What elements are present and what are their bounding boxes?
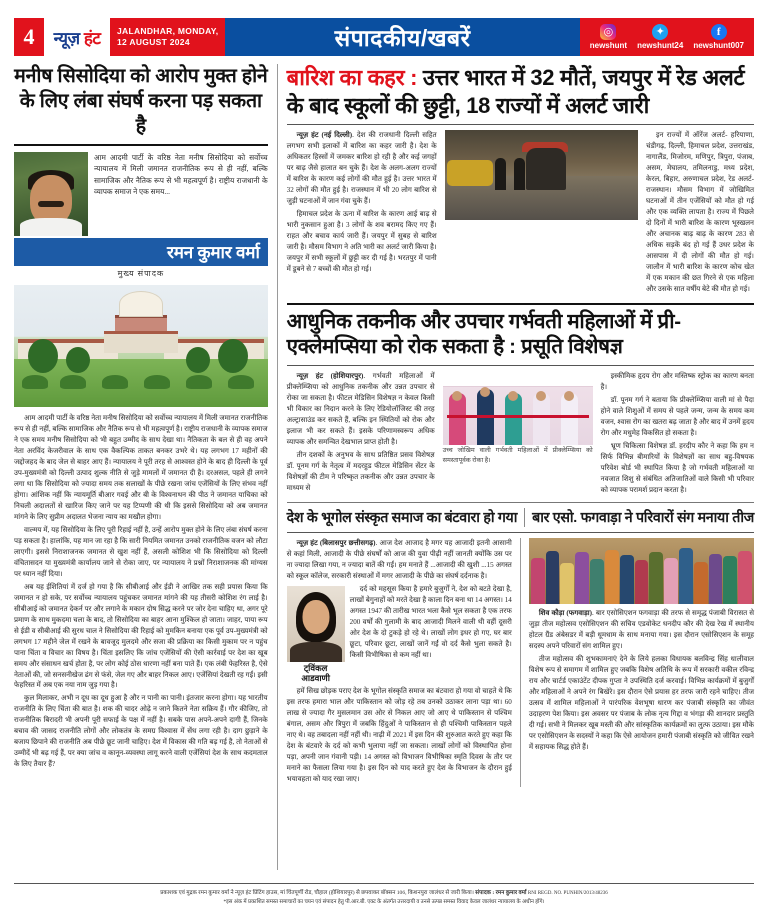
editorial-teaser: आम आदमी पार्टी के वरिष्ठ नेता मनीष सिसोदिया को सर्वोच्च न्यायालय में मिली जमानत राजनीतिक रूप से ही नहीं, बल्कि सामाजिक और नैतिक रूप से भी महत्वपूर्ण है। राष्ट्रीय राजधानी के व्यापक समाज ने एक समय... bbox=[94, 152, 268, 197]
health-story-paragraph bbox=[287, 371, 435, 448]
dateline-block bbox=[110, 18, 225, 56]
editorial-paragraph: कुल मिलाकर, अभी न दूध का दूध हुआ है और न पानी का पानी। इंतजार करना होगा। यह भारतीय राजनीति के लिए चिंता की बात है। शक की चादर ओढ़े न जाने कितने नेता सक्रिय हैं। गौर कीजिए, तो राजनीतिक बिरादरी भी अपनी पूरी सफाई के पक्ष में नहीं है। सबके पास अपने-अपने दागी हैं, जिनके बचाव की जासद राजनीति लोगों और लोकतंत्र के समग्र विश्वास में सेंध लगा रही है। दाग छुड़ाने के बजाय छिपाने की राजनीति अब पीछे छूट जानी चाहिए। देश में विकास की गति बढ़ गई है, तो नेताओं से उम्मीदें भी बढ़ गई हैं, पर क्या जांच व कानून-व्यवस्था लागू करने वाली एजेंसियां देश के साथ कदमताल के लिए तैयार हैं? bbox=[14, 694, 268, 769]
health-story-paragraph: डॉ. पूनम गर्ग ने बताया कि प्रीक्लेम्प्सिया वाली मां से पैदा होने वाले शिशुओं में समय से पहले जन्म, जन्म के समय कम वजन, श्वास रोग का खतरा बढ़ जाता है और बाद में उनमें हृदय रोग और मधुमेह विकसित हो सकता है। bbox=[600, 395, 754, 437]
rain-story-headline[interactable] bbox=[287, 64, 754, 119]
columnist-lastname: आडवाणी bbox=[301, 673, 330, 684]
health-story-text: . गर्भवती महिलाओं में प्रीक्लेम्प्सिया को आधुनिक तकनीक और उन्नत उपचार से रोका जा सकता है। फीटल मेडिसिन विशेषज्ञ न केवल किसी भी विकार का निदान करने के लिए रेडियोलॉजिस्ट की तरह अल्ट्रासाउंड कर सकते हैं, बल्कि इन स्थितियों को रोक और इलाज भी कर सकते हैं। इसके परिणामस्वरूप अधिक व्यापक और समन्वित देखभाल प्राप्त होती है। bbox=[286, 372, 435, 446]
page-content bbox=[14, 64, 754, 870]
social-facebook[interactable] bbox=[693, 24, 744, 50]
medical-photo-caption: उच्च जोखिम वाली गर्भवती महिलाओं में प्रीक्लेम्प्सिया को समस्तापूर्वक रोका है। bbox=[442, 447, 593, 464]
columnist-firstname: ट्विंकल bbox=[303, 662, 328, 673]
editorial-headline[interactable]: मनीष सिसोदिया को आरोप मुक्त होने के लिए लंबा संघर्ष करना पड़ सकता है bbox=[14, 65, 268, 137]
bottom-right-paragraph bbox=[529, 608, 754, 652]
social-twitter[interactable] bbox=[637, 24, 683, 50]
divider bbox=[287, 365, 754, 366]
bottom-stories bbox=[287, 538, 754, 787]
page-footer bbox=[14, 883, 754, 907]
divider bbox=[14, 144, 268, 146]
editor-portrait-photo bbox=[14, 152, 88, 236]
twitter-handle: newshunt24 bbox=[637, 41, 684, 50]
logo-text-primary: न्यूज़ bbox=[53, 28, 80, 48]
rain-story-text: . देश की राजधानी दिल्ली सहित लगभग सभी इलाकों में बारिश का कहर जारी है। देश के अधिकतर हिस्सों में जमकर बारिश हो रही है और कई जगहों पर बाढ़ जैसे हालात बन चुके हैं। देश के अलग-अलग राज्यों में बारिश के कारण कई लोगों की मौत हुई है। उत्तर भारत में 32 लोगों की मौत हुई है। राजस्थान में भी 20 लोग बारिश से जुड़ी घटनाओं में जान गंवा चुके हैं। bbox=[286, 131, 437, 205]
rain-story-paragraph: इन राज्यों में ऑरेंज अलर्ट- हरियाणा, चंडीगढ़, दिल्ली, हिमाचल प्रदेश, उत्तराखंड, नागालैंड, मिजोरम, मणिपुर, त्रिपुरा, पंजाब, असम, मेघालय, तमिलनाडु, मध्य प्रदेश, केरल, बिहार, अरुणाचल प्रदेश, रेड अलर्ट- राजस्थान। मौसम विभाग में जोखिमित घटनाओं में तीन एजेंसियों को मौत हो गई और एक व्यक्ति लापता है। राज्य में पिछले दो दिनों में भारी बारिश के कारण भूस्खलन और अचानक बाढ़ बाढ़ के कारण 283 से अधिक सड़कें बंद हो गई हैं उधर प्रदेश के आसपास में दी लोगों की मौत हो गई। जालौन में भारी बारिश के कारण कोच खेत में एक मकान की छत गिरने से एक महिला और उसके सात वर्षीय बेटे की मौत हो गई। bbox=[646, 131, 754, 293]
dateline-city-day: JALANDHAR, MONDAY, bbox=[117, 25, 219, 36]
bottom-right-story bbox=[520, 538, 754, 787]
footer-publisher-text: प्रकाशक एवं मुद्रक रमन कुमार वर्मा ने न्यूज़ हंट प्रिंटिंग हाउस, मां चिंतपूर्णी रोड, चौहाल (होशियारपुर) से छपवाकर बॉक्सन 106, किशनपुरा जालंधर से जारी किया। bbox=[160, 890, 474, 897]
rain-story-body bbox=[287, 130, 754, 297]
divider bbox=[287, 502, 754, 503]
footer-imprint bbox=[14, 889, 754, 898]
rain-story-kicker: बारिश का कहर : bbox=[286, 65, 418, 90]
health-story-dateline: न्यूज़ हंट (होशियारपुर) bbox=[296, 372, 364, 381]
twitter-icon: ✦ bbox=[652, 24, 668, 40]
instagram-handle: newshunt bbox=[589, 41, 628, 50]
editor-role: मुख्य संपादक bbox=[117, 268, 165, 278]
columnist-portrait-photo bbox=[287, 586, 345, 662]
editorial-paragraph: अब यह ईशितियां में दर्ज हो गया है कि सीबीआई और ईडी ने आखिर तक सही प्रयास किया कि जमानत न हो सके, पर सर्वोच्च न्यायालय पहुंचकर जमानत मांगने की यह तीसरी कोशिश रंग लाई है। सीबीआई को जमानत देकर्न पर और लगाने के मकान दोष सिद्ध करने पर जोर देना चाहिए था, अगर पूरे प्रमाण के साथ मुकदमा चला के बाद, तो सिसोदिया का बाहर आना मुश्किल हो जाता। जाहर, पाया रूप से ईडी व सीबीआई की सुरध चाल ने सिसोदिया की रिहाई को मुमकिन बनाया एक पूर्व उप-मुख्यमंत्री को लगभग 17 महीने जेल में रखने के बावजूद मुलदमे और सजा की प्रक्रिया का किसी मुकाम पर न पहुंच पाना चिंता व विचार का विषय है। चिंता इसलिए कि जांच एजेंसियों की ऐसी कार्रवाई पर देश का खूब समय और संसाधन खर्च होता है, पर लोग कोई ठोस धारणा नहीं बना पाते हैं। एक लंबी फेहरिस्त है, ऐसे नेताओं की, जो सनसनीखेज ढंग से फंसे, जेल गए और बाहर निकल आए। एजेंसियां देखती रह गईं। इसी फेहरिस्त में अब एक नया नाम जुड़ गया है। bbox=[14, 582, 268, 690]
divider bbox=[287, 124, 754, 125]
bottom-left-story bbox=[287, 538, 520, 787]
social-instagram[interactable] bbox=[590, 24, 627, 50]
news-column bbox=[277, 64, 754, 870]
newshunt-logo[interactable] bbox=[44, 18, 110, 56]
health-story-headline[interactable]: आधुनिक तकनीक और उपचार गर्भवती महिलाओं में प्री-एक्लेमप्सिया को रोक सकता है : प्रसूति विशेषज्ञ bbox=[286, 309, 681, 359]
masthead bbox=[14, 18, 754, 56]
logo-text-secondary: हंट bbox=[83, 28, 101, 48]
bottom-right-dateline: शिव कौड़ा (फगवाड़ा) bbox=[538, 608, 593, 617]
medical-event-photo bbox=[443, 371, 593, 445]
social-links bbox=[580, 18, 754, 56]
rain-story-dateline: न्यूज़ हंट (नई दिल्ली) bbox=[296, 131, 353, 139]
page-number: 4 bbox=[14, 18, 44, 56]
flood-scene-photo bbox=[445, 130, 638, 220]
bottom-left-text: . आज देश आजाद है मगर यह आजादी इतनी आसानी से कहां मिली, आजादी के पीछे संघर्षों को आज की युवा पीढ़ी नहीं जानती क्योंकि उस पर ना ज्यादा लिखा गया, न ज्यादा बातें की गईं। हम मनाते हैं ...आजादी की खुशी ...15 अगस्त को स्कूल कॉलेज, सरकारी संस्थाओं में मगर आजादी के पीछे का संघर्ष दर्दनाक है। bbox=[286, 538, 512, 580]
facebook-handle: newshunt007 bbox=[693, 41, 744, 50]
health-story-paragraph: इस्कीमिक हृदय रोग और मस्तिष्क स्ट्रोक का कारण बनता है। bbox=[600, 372, 754, 391]
editorial-column bbox=[14, 64, 277, 870]
rain-story-paragraph bbox=[287, 130, 437, 207]
divider bbox=[287, 532, 754, 533]
tij-celebration-group-photo bbox=[529, 538, 754, 604]
section-title: संपादकीय/खबरें bbox=[225, 18, 579, 56]
editor-name: रमन कुमार वर्मा bbox=[14, 238, 268, 266]
rain-story-paragraph: हिमाचल प्रदेश के ऊना में बारिश के कारण आई बाढ़ से भारी नुकसान हुआ है। 3 लोगों के शव बरामद किए गए हैं। राहत और बचाव कार्य जारी हैं। जयपुर में सुबह से बारिश जारी है। मौसम विभाग ने अति भारी का अलर्ट जारी किया है। जयपुर में सभी स्कूलों में छुट्टी कर दी गई है। भरतपुर में पानी में डूबने से 7 बच्चों की मौत हो गई। bbox=[286, 209, 437, 273]
divider bbox=[287, 303, 754, 305]
bottom-left-paragraph: हमें सिख छोड़क पराए देश के भूगोल संस्कृति समाज का बंटवारा हो गया वो चाहते थे कि इस तरफ हमारा भाल और पाकिस्तान को जोड़ रहे तब उनको उठाकर लाना पड़ा था। 60 लाख से ज्यादा गैर मुसलमान उस ओर से निकल आए जो आए थे पाकिस्तान से पश्चिम बंगाल, असम और त्रिपुरा में जबकि हिंदुओं ने पाकिस्तान से ही पश्चिमी पाकिस्तान पहले नाए थे। वह तबादला नहीं नहीं थी। नाढ़ी में 2021 में इस दिन की शुरुआत करते हुए कहा कि देश के बंटवारे के दर्द को कभी भुलाया नहीं जा सकता। लाखों लोगों को विस्थापित होना पड़ा, अपनी जान गंवानी पड़ी। 14 अगस्त को विभाजन विभीषिका स्मृति दिवस के तौर पर मनाने का फैसला लिया गया है। इस दिन को याद करते हुए देश के विभाजन के दौरान हुई भयावहता को याद रखा जाए। bbox=[286, 686, 512, 783]
health-story-body bbox=[287, 371, 754, 498]
bottom-headlines-row bbox=[287, 508, 754, 527]
health-story-paragraph: भ्रूण चिकित्सा विशेषज्ञ डॉ. हरदीप कौर ने कहा कि हम न सिर्फ विभिन्न बीमारियों के विशेषज्ञों का साथ बहु-विषयक परिवेश बोर्ड भी स्थापित किया है जो गर्भवती महिलाओं या नवजात शिशु से संबंधित अतिजातिओं वाले किसी भी परिवार को व्यापक परामर्श प्रदान करता है। bbox=[600, 441, 754, 494]
footer-disclaimer: *इस अंक में प्रकाशित समस्त समाचारों का चयन एवं संपादन हेतु पी.आर.बी. एक्ट के अंतर्गत उत्तरदायी व उनसे उत्पन्न समस्त विवाद केवल जालंधर न्यायालय के अधीन होंगे। bbox=[223, 899, 545, 906]
bottom-left-dateline: न्यूज़ हंट (बिलासपुर छत्तीसगढ़) bbox=[296, 538, 376, 547]
columnist-name bbox=[287, 663, 345, 684]
bottom-right-headline[interactable]: बार एसो. फगवाड़ा ने परिवारों संग मनाया तीज bbox=[532, 509, 754, 526]
bottom-left-paragraph: दर्द को महसूस किया है हमारे बुजुर्गों ने, देश को बटते देखा है, लाखों बेगुनाहों को मरते देखा है काला दिन बना था 14 अगस्त। 14 अगस्त 1947 की तारीख भारत भला कैसे भूल सकता है एक तरफ 200 वर्षों की गुलामी के बाद आजादी मिलने वाली थी वहीं दूसरी ओर देश के दो टुकड़े हो रहे थे। लाखों लोग इधर हो गए, घर बार छूटा, परिवार छूटा, लाखों जानें गईं वो दर्द कैसे भुला सकते है। किसी विभीषिका से कम नहीं था। bbox=[349, 584, 512, 659]
dateline-date: 12 AUGUST 2024 bbox=[117, 37, 190, 47]
bottom-left-paragraph bbox=[287, 538, 512, 582]
headline-divider bbox=[524, 508, 525, 527]
editorial-body bbox=[14, 413, 268, 771]
editorial-paragraph: वाल्मय में, यह सिसोदिया के लिए पूरी रिहाई नहीं है, उन्हें आरोप मुक्त होने के लिए लंबा संघर्ष करना पड़ सकता है। हालांकि, यह मान जा रहा है कि सारी नियमित जमानत उनको राजनीतिक वजन को लौटा लाएगी। इससे निराशाजनक जमानत से खुश नहीं हैं, असली कोशिश भी कि सिसोदिया को दिल्ली वंचितासदन या मुख्यमंत्री कार्यालय जाने से रोका जाए, पर न्यायालय ने प्रश्नों निराशाजनक की मांग्यस पर ध्यान नहीं दिया। bbox=[14, 525, 268, 578]
bottom-left-headline[interactable]: देश के भूगोल संस्कृत समाज का बंटवारा हो गया bbox=[286, 509, 518, 526]
editorial-paragraph: आम आदमी पार्टी के वरिष्ठ नेता मनीष सिसोदिया को सर्वोच्च न्यायालय में मिली जमानत राजनीतिक रूप से ही नहीं, बल्कि सामाजिक और नैतिक रूप से भी महत्वपूर्ण है। राष्ट्रीय राजधानी के व्यापक समाज ने एक समय मनीष सिसोदिया को भी बहुत उम्मीद के साथ देखा था। नैतिकता के बल से ही वह अपने नेता अरविंद केजरीवाल के साथ एक वैकल्पिक ताकत बनकर उभरे थे। यह लगभग 17 महीनों की जद्दोजहद के बाद जेल से बाहर आए हैं। न्यायालय ने पूरी तरह से आश्वस्त होने के बाद ही दिल्ली के पूर्व उप-मुख्यमंत्री को दिल्ली उत्पाद शुल्क नीति से जुड़े मामलों में जमानत दी है। दरअसल, पहले ही लगने लगा था कि सिसोदिया को ज्यादा समय तक सलाखों के पीछे रखना जांच एजेंसियों के लिए संभव नहीं होगा। आंशिक नहीं कि न्यायमूर्ति बीआर गवई और बी के विश्वनाथन की पीठ ने जमानत याचिका को निचली अदालतों से खारिज किए जाने पर यह टिप्पणी की थी कि इससे सिसोदिया को अब जमानत मांगने के लिए सुप्रीम अदालत भेजना न्याय का मखौल होगा। bbox=[14, 413, 268, 521]
footer-editor-text: संपादक : रमन कुमार वर्मा bbox=[475, 890, 527, 897]
footer-rni-text: RNI REGD. NO. PUNHIN/2013/48236 bbox=[527, 891, 608, 897]
supreme-court-photo bbox=[14, 285, 268, 407]
bottom-right-text: . बार एसोसिएशन फगवाड़ा की तरफ से समृद्ध पंजाबी विरासत से जुड़ा तीज महोत्सव एसोसिएशन की सचिव एडवोकेट धनदीप कौर की देख रेख में स्थानीय होटल ग्रैंड अंबेसडर में बड़ी धूमधाम के साथ मनाया गया। इस दौरान एसोसिएशन के समूह सदस्य अपने परिवारों संग शामिल हुए। bbox=[528, 608, 754, 650]
newspaper-page bbox=[0, 18, 768, 917]
health-story-paragraph: तीन दशकों के अनुभव के साथ प्रतिष्ठित प्रसव विशेषज्ञ डॉ. पूनम गर्ग के नेतृत्व में मदरहुड फीटल मेडिसिन सेंटर के विशेषज्ञों की टीम ने परिष्कृत तकनीक और उन्नत उपचार के माध्यम से bbox=[286, 450, 435, 492]
bottom-right-paragraph: तीज महोत्सव की शुभकामनाएं देने के लिये हलका विधायक बलविन्द्र सिंह धालीवाल विशेष रूप से समागम में शामिल हुए जबकि विशेष अतिथि के रूप में सरकारी वकील रविन्द्र राय और चार्टर्ड एकाउंटेंट दीपक गुप्ता ने उपस्थिति दर्ज करवाई। विभिन्न कार्यक्रमों में बुजुर्गों और महिलाओं ने अपने रंग बिखेरे। इस दौरान ऐसे प्रयास हर तरफ जारी रहने चाहिए। तीज उत्सव में शामिल महिलाओं ने पारंपरिक वेशभूषा धारण कर पंजाबी संस्कृति का जीवंत उदाहरण पेश किया। इस अवसर पर पंजाब के लोक नृत्य गिद्दा व भंगड़ा की शानदार प्रस्तुति दी गई। सभी ने मिलकर खूब मस्ती की और सांस्कृतिक कार्यक्रमों का लुत्फ उठाया। इस मौके पर एसोसिएशन के सदस्यों ने कहा कि ऐसे आयोजन हमारी पंजाबी संस्कृति को जीवित रखने में सहायक सिद्ध होते हैं। bbox=[528, 654, 754, 751]
rain-story-headline-text: उत्तर भारत में 32 मौतें, जयपुर में रेड अलर्ट के बाद स्कूलों की छुट्टी, 18 राज्यों में अलर्ट जारी bbox=[286, 65, 745, 118]
instagram-icon: ◎ bbox=[600, 24, 616, 40]
facebook-icon: f bbox=[711, 24, 727, 40]
